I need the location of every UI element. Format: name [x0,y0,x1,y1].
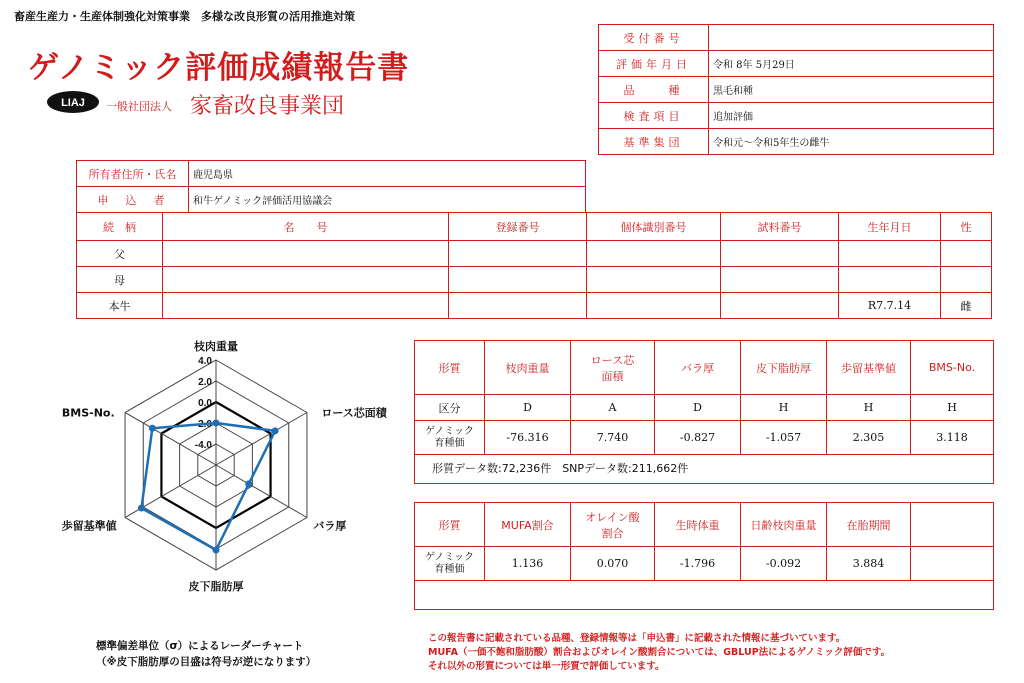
receipt-label-breed: 品 種 [599,77,709,103]
traits-table-1 [414,340,994,455]
traits2-header-3: 生時体重 [655,503,741,547]
sample-cell [721,241,839,267]
class-cell: H [827,395,911,421]
org-name: 家畜改良事業団 [190,94,345,119]
birth-cell [839,267,941,293]
gv-cell: -0.827 [655,421,741,455]
class-cell: D [485,395,571,421]
reg-cell [449,293,587,319]
traits-table-2 [414,502,994,581]
receipt-breed-value: 黒毛和種 [709,77,994,103]
traits2-gv-row [415,547,994,581]
gv-cell: 0.070 [571,547,655,581]
svg-text:LIAJ: LIAJ [61,97,85,109]
id-cell [587,293,721,319]
traits1-header-0: 形質 [415,341,485,395]
class-cell: A [571,395,655,421]
gv-cell: 1.136 [485,547,571,581]
receipt-date-value: 令和 8年 5月29日 [709,51,994,77]
radar-data-point [272,427,279,434]
radar-caption-1: 標準偏差単位（σ）によるレーダーチャート [96,640,304,652]
pedigree-header-reg: 登録番号 [449,213,587,241]
radar-chart [40,340,420,625]
relation-cell: 父 [77,241,163,267]
pedigree-header-sample: 試料番号 [721,213,839,241]
sample-cell [721,267,839,293]
gv-label: ゲノミック 育種価 [415,421,485,455]
receipt-base-value: 令和元～令和5年生の雌牛 [709,129,994,155]
radar-scale-label: -4.0 [194,440,212,451]
reg-cell [449,241,587,267]
traits2-header-4: 日齢枝肉重量 [741,503,827,547]
id-cell [587,241,721,267]
gv-cell [911,547,994,581]
radar-spoke [216,465,307,518]
radar-data-point [213,420,220,427]
radar-axis-label: BMS-No. [61,406,115,420]
gv-cell: -0.092 [741,547,827,581]
applicant-value: 和牛ゲノミック評価活用協議会 [189,187,586,213]
pedigree-header-id: 個体識別番号 [587,213,721,241]
sex-cell: 雌 [941,293,992,319]
radar-axis-label: ロース芯面積 [321,406,387,420]
birth-cell: R7.7.14 [839,293,941,319]
name-cell [163,293,449,319]
id-cell [587,267,721,293]
gv-cell: 2.305 [827,421,911,455]
traits1-header-1: 枝肉重量 [485,341,571,395]
gv-cell: 3.884 [827,547,911,581]
sex-cell [941,241,992,267]
pedigree-row-self [77,293,992,319]
relation-cell: 母 [77,267,163,293]
traits2-header-6 [911,503,994,547]
class-cell: D [655,395,741,421]
radar-data-point [138,505,145,512]
traits1-gv-row [415,421,994,455]
applicant-label: 申 込 者 [77,187,189,213]
traits2-header-0: 形質 [415,503,485,547]
radar-data-point [213,547,220,554]
traits1-class-row [415,395,994,421]
radar-axis-label: バラ厚 [313,519,347,533]
radar-scale-label: 4.0 [198,356,212,367]
gv-cell: -1.796 [655,547,741,581]
gv-cell: -1.057 [741,421,827,455]
note-1: この報告書に記載されている品種、登録情報等は「申込書」に記載された情報に基づいています。 [428,633,846,644]
birth-cell [839,241,941,267]
owner-label: 所有者住所・氏名 [77,161,189,187]
traits1-header-5: 歩留基準値 [827,341,911,395]
pedigree-header-name: 名 号 [163,213,449,241]
note-2: MUFA（一価不飽和脂肪酸）割合およびオレイン酸割合については、GBLUP法によるゲノミック評価です。 [428,647,891,658]
gv-cell: 3.118 [911,421,994,455]
receipt-label-date: 評価年月日 [599,51,709,77]
class-cell: H [911,395,994,421]
radar-data-point [245,480,252,487]
traits1-header-3: バラ厚 [655,341,741,395]
note-3: それ以外の形質については単一形質で評価しています。 [428,661,665,672]
report-title: ゲノミック評価成績報告書 [28,50,410,86]
radar-axis-label: 枝肉重量 [194,340,238,353]
traits1-header-6: BMS-No. [911,341,994,395]
receipt-test-value: 追加評価 [709,103,994,129]
receipt-label-base: 基準集団 [599,129,709,155]
organization-logo [46,90,100,114]
program-line: 畜産生産力・生産体制強化対策事業 多様な改良形質の活用推進対策 [14,10,355,23]
gv-cell: 7.740 [571,421,655,455]
pedigree-header-birth: 生年月日 [839,213,941,241]
radar-scale-label: -2.0 [194,419,212,430]
radar-scale-label: 2.0 [198,377,212,388]
traits1-header-2: ロース芯 面積 [571,341,655,395]
reg-cell [449,267,587,293]
gv-cell: -76.316 [485,421,571,455]
sample-cell [721,293,839,319]
radar-axis-label: 皮下脂肪厚 [188,580,244,593]
traits2-header-1: MUFA割合 [485,503,571,547]
traits2-header-5: 在胎期間 [827,503,911,547]
owner-value: 鹿児島県 [189,161,586,187]
pedigree-row-sire [77,241,992,267]
receipt-number-value [709,25,994,51]
traits2-header-2: オレイン酸 割合 [571,503,655,547]
owner-table [76,160,586,213]
receipt-label-test: 検査項目 [599,103,709,129]
gv-label: ゲノミック 育種価 [415,547,485,581]
pedigree-header-relation: 続 柄 [77,213,163,241]
name-cell [163,241,449,267]
receipt-table [598,24,994,155]
relation-cell: 本牛 [77,293,163,319]
radar-axis-label: 歩留基準値 [61,519,117,533]
pedigree-header-sex: 性 [941,213,992,241]
radar-data-point [149,425,156,432]
radar-caption-2: （※皮下脂肪厚の目盛は符号が逆になります） [96,656,317,668]
org-prefix: 一般社団法人 [106,100,172,113]
traits1-footnote: 形質データ数:72,236件 SNPデータ数:211,662件 [432,462,689,475]
class-label: 区分 [415,395,485,421]
radar-scale-label: 0.0 [198,398,212,409]
receipt-label-number: 受付番号 [599,25,709,51]
traits1-header-4: 皮下脂肪厚 [741,341,827,395]
pedigree-table [76,212,992,319]
pedigree-row-dam [77,267,992,293]
name-cell [163,267,449,293]
class-cell: H [741,395,827,421]
sex-cell [941,267,992,293]
